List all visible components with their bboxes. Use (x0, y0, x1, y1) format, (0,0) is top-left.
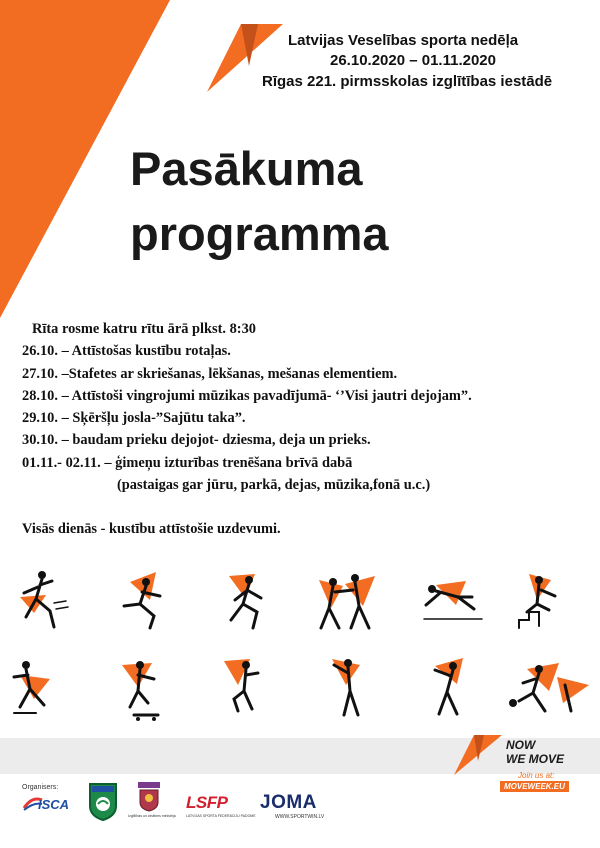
skater-icon (14, 661, 50, 713)
event-title: Latvijas Veselības sporta nedēļa (288, 32, 519, 49)
stretcher-icon (332, 659, 360, 715)
walker-icon (435, 658, 463, 714)
program-item: 29.10. – Sķēršļu josla-”Sajūtu taka”. (22, 410, 246, 427)
program-item: 28.10. – Attīstoši vingrojumi mūzikas pavadījumā- ‘’Visi jautri dejojam”. (22, 387, 472, 404)
runner-icon (20, 571, 68, 627)
program-item: 30.10. – baudam prieku dejojot- dziesma, deja un prieks. (22, 432, 371, 449)
program-item-note: (pastaigas gar jūru, parkā, dejas, mūzika,fonā u.c.) (117, 477, 431, 494)
event-dates: 26.10.2020 – 01.11.2020 (330, 52, 496, 69)
footballer-icon (509, 663, 589, 711)
program-list (22, 318, 472, 541)
stairs-icon (519, 574, 555, 628)
ussa-shield-icon (88, 782, 118, 822)
sport-figures-row1 (0, 565, 600, 635)
now-we-move-line2: WE MOVE (506, 752, 565, 766)
swimmer-icon (424, 581, 482, 619)
hurdler-icon (124, 572, 160, 628)
program-intro: Rīta rosme katru rītu ārā plkst. 8:30 (32, 321, 256, 337)
gymnast-icon (224, 659, 258, 711)
organisers-label: Organisers: (22, 784, 59, 791)
dancers-icon (319, 574, 375, 628)
join-us-label: Join us at: (518, 771, 555, 780)
ministry-label: Izglītības un zinātnes ministrija (128, 814, 176, 818)
isca-logo: ISCA (38, 797, 70, 812)
program-all-days: Visās dienās - kustību attīstošie uzdevumi. (22, 521, 281, 538)
sprinter-icon (229, 574, 261, 628)
program-item: 27.10. –Stafetes ar skriešanas, lēkšanas, mešanas elementiem. (22, 365, 398, 382)
sport-figures-row2 (0, 650, 600, 722)
page-title-line2: programma (130, 207, 389, 260)
skateboarder-icon (122, 661, 158, 721)
now-we-move-line1: NOW (506, 738, 536, 752)
joma-url: WWW.SPORTWIN.LV (275, 814, 325, 820)
program-item: 26.10. – Attīstošas kustību rotaļas. (22, 343, 231, 360)
page-title-line1: Pasākuma (130, 142, 363, 195)
joma-logo: JOMA (260, 792, 317, 813)
lsfp-logo: LSFP (186, 793, 228, 812)
moveweek-url-badge[interactable]: MOVEWEEK.EU (500, 781, 569, 792)
program-item: 01.11.- 02.11. – ģimeņu izturības trenēšana brīvā dabā (22, 454, 353, 471)
event-venue: Rīgas 221. pirmsskolas izglītības iestādē (262, 73, 553, 90)
lsfp-subtitle: LATVIJAS SPORTA FEDERĀCIJU PADOME (186, 814, 256, 818)
now-we-move-triangle-icon (452, 733, 504, 777)
latvia-coat-of-arms-icon (136, 782, 162, 812)
